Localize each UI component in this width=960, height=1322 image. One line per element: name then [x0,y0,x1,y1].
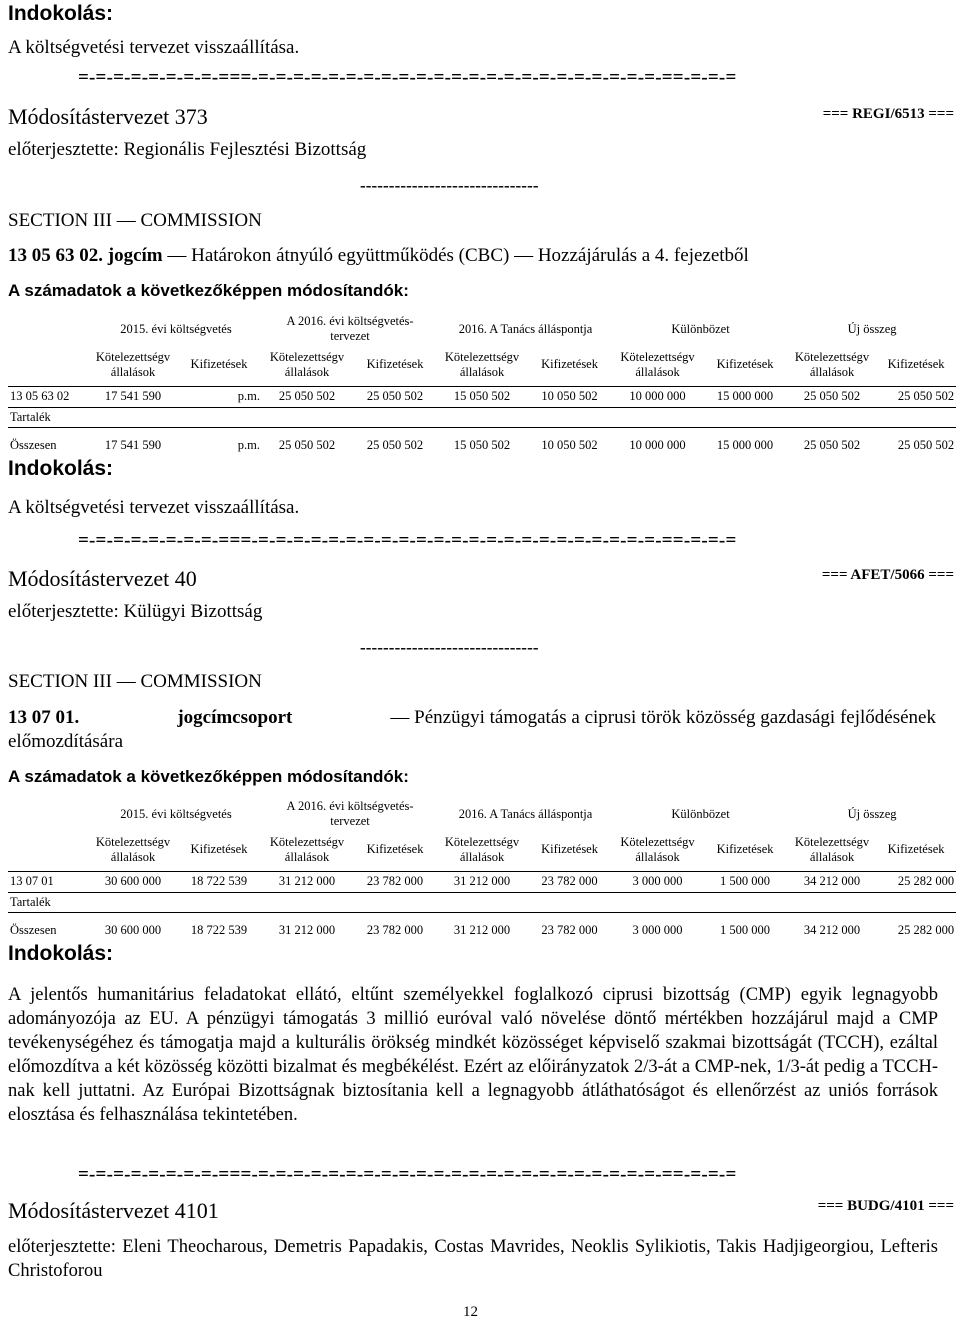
budget-line-type: jogcím [107,245,163,266]
amendment-title: Módosítástervezet 40 [8,566,197,591]
header-group-council: 2016. A Tanács álláspontja [458,321,593,336]
table-cell: 25 050 502 [876,386,956,407]
header-group-draft: A 2016. évi költségvetés- tervezet [286,314,414,343]
budget-line-heading [8,707,936,729]
table-cell: p.m. [176,427,262,453]
justification-heading: Indokolás: [8,942,114,965]
header-payments: Kifizetések [702,829,788,871]
submitter-line [8,1235,938,1283]
header-commitments: Kötelezettségv állalások [262,344,352,386]
table-cell: 15 050 502 [438,386,526,407]
table-row [8,892,956,912]
budget-line-title: — Pénzügyi támogatás a ciprusi török közösség gazdasági fejlődésének [390,707,936,728]
table-cell: 31 212 000 [262,912,352,938]
page-number: 12 [463,1304,478,1320]
header-group-new-amount: Új összeg [847,321,897,336]
table-cell: 25 282 000 [876,871,956,892]
table-cell: 25 282 000 [876,912,956,938]
table-cell: 10 000 000 [613,386,702,407]
section-title: SECTION III — COMMISSION [8,671,262,692]
table-cell: 30 600 000 [90,871,176,892]
table-cell: 31 212 000 [438,912,526,938]
header-payments: Kifizetések [176,344,262,386]
header-payments: Kifizetések [876,344,956,386]
table-cell: 25 050 502 [262,386,352,407]
header-commitments: Kötelezettségv állalások [613,344,702,386]
amendment-title: Módosítástervezet 4101 [8,1198,219,1223]
header-payments: Kifizetések [176,829,262,871]
header-payments: Kifizetések [352,829,438,871]
header-group-difference: Különbözet [671,806,730,821]
budget-line-title-cont: előmozdítására [8,731,124,752]
table-row [8,386,956,407]
header-commitments: Kötelezettségv állalások [438,344,526,386]
budget-line-code: 13 05 63 02. [8,245,103,266]
table-cell: 25 050 502 [876,427,956,453]
table-cell: 25 050 502 [262,427,352,453]
table-cell: 10 000 000 [613,427,702,453]
submitter-label: előterjesztette: [8,1237,116,1257]
header-commitments: Kötelezettségv állalások [90,344,176,386]
header-commitments: Kötelezettségv állalások [788,344,876,386]
row-label: Tartalék [10,409,51,424]
row-label: Összesen [8,912,90,938]
budget-table [8,799,956,938]
submitter-name: Regionális Fejlesztési Bizottság [123,139,367,160]
header-payments: Kifizetések [352,344,438,386]
table-cell: 17 541 590 [90,386,176,407]
table-cell: 34 212 000 [788,912,876,938]
table-cell: 1 500 000 [702,912,788,938]
table-cell: 23 782 000 [352,912,438,938]
header-payments: Kifizetések [526,344,613,386]
table-cell: 23 782 000 [526,871,613,892]
header-group-draft: A 2016. évi költségvetés- tervezet [286,799,414,828]
table-cell: 23 782 000 [526,912,613,938]
header-payments: Kifizetések [702,344,788,386]
budget-line-title: — Határokon átnyúló együttműködés (CBC) — Hozzájárulás a 4. fejezetből [167,245,749,266]
row-label: 13 05 63 02 [8,386,90,407]
justification-heading: Indokolás: [8,2,114,25]
table-cell: 25 050 502 [788,386,876,407]
header-group-2015: 2015. évi költségvetés [120,806,232,821]
table-cell: 1 500 000 [702,871,788,892]
section-title: SECTION III — COMMISSION [8,210,262,231]
table-row [8,407,956,427]
table-row [8,871,956,892]
table-cell: 34 212 000 [788,871,876,892]
justification-heading: Indokolás: [8,457,114,480]
table-cell: 15 000 000 [702,386,788,407]
amendment-reference: === REGI/6513 === [822,106,954,122]
header-commitments: Kötelezettségv állalások [788,829,876,871]
header-commitments: Kötelezettségv állalások [262,829,352,871]
row-label: Tartalék [10,894,51,909]
table-cell: 25 050 502 [788,427,876,453]
justification-text: A költségvetési tervezet visszaállítása. [8,37,300,58]
header-group-difference: Különbözet [671,321,730,336]
dash-line: ------------------------------- [360,638,539,657]
separator-line: =-=-=-=-=-=-=-=-===-=-=-=-=-=-=-=-=-=-=-=-=-=-=-=-=-=-=-=-=-=-=-=-==-=-=-= [78,1164,737,1185]
table-cell: p.m. [176,386,262,407]
separator-line: =-=-=-=-=-=-=-=-===-=-=-=-=-=-=-=-=-=-=-=-=-=-=-=-=-=-=-=-=-=-=-=-==-=-=-= [78,67,737,88]
header-group-council: 2016. A Tanács álláspontja [458,806,593,821]
header-commitments: Kötelezettségv állalások [90,829,176,871]
amendment-reference: === AFET/5066 === [821,567,954,583]
table-cell: 10 050 502 [526,427,613,453]
table-cell: 25 050 502 [352,386,438,407]
table-cell: 15 000 000 [702,427,788,453]
header-commitments: Kötelezettségv állalások [613,829,702,871]
submitter-label: előterjesztette: [8,139,119,160]
amendment-title: Módosítástervezet 373 [8,104,208,129]
table-cell: 3 000 000 [613,912,702,938]
table-cell: 25 050 502 [352,427,438,453]
table-cell: 15 050 502 [438,427,526,453]
submitter-line [8,139,366,161]
table-cell: 17 541 590 [90,427,176,453]
dash-line: ------------------------------- [360,176,539,195]
submitter-label: előterjesztette: [8,601,119,622]
row-label: 13 07 01 [8,871,90,892]
table-cell: 3 000 000 [613,871,702,892]
submitter-name: Külügyi Bizottság [123,601,263,622]
header-group-2015: 2015. évi költségvetés [120,321,232,336]
table-row [8,912,956,938]
justification-text: A költségvetési tervezet visszaállítása. [8,497,300,518]
budget-line-type: jogcímcsoport [177,707,293,728]
justification-text: A jelentős humanitárius feladatokat ellátó, eltűnt személyekkel foglalkozó ciprusi bizottság (CMP) egyik legnagyobb adományozója az EU. A pénzügyi támogatás 3 millió euróval való növelése döntő mértékben hozzájárul majd a CMP tevékenységéhez és támogatja majd a kulturális örökség mindkét közösséget képviselő szakmai bizottságát (TCCH), ezáltal előmozdítva a két közösség közötti bizalmat és megbékélést. Ezért az előirányzatok 2/3-át a CMP-nek, 1/3-át pedig a TCCH-nak kell juttatni. Az Európai Bizottságnak biztosítania kell a legnagyobb átláthatóságot és ellenőrzést az uniós források elosztása és felhasználása tekintetében. [8,985,938,1125]
budget-line-code: 13 07 01. [8,707,80,728]
header-commitments: Kötelezettségv állalások [438,829,526,871]
header-payments: Kifizetések [876,829,956,871]
table-cell: 31 212 000 [438,871,526,892]
accounts-heading: A számadatok a következőképpen módosítandók: [8,281,409,300]
budget-table [8,314,956,453]
separator-line: =-=-=-=-=-=-=-=-===-=-=-=-=-=-=-=-=-=-=-=-=-=-=-=-=-=-=-=-=-=-=-=-==-=-=-= [78,530,737,551]
submitter-name: Eleni Theocharous, Demetris Papadakis, Costas Mavrides, Neoklis Sylikiotis, Takis Hadjigeorgiou, Lefteris Christoforou [8,1237,938,1281]
table-row [8,427,956,453]
table-cell: 10 050 502 [526,386,613,407]
table-cell: 30 600 000 [90,912,176,938]
header-payments: Kifizetések [526,829,613,871]
amendment-reference: === BUDG/4101 === [817,1198,954,1214]
header-group-new-amount: Új összeg [847,806,897,821]
budget-line-heading [8,245,749,267]
table-cell: 18 722 539 [176,912,262,938]
table-cell: 23 782 000 [352,871,438,892]
accounts-heading: A számadatok a következőképpen módosítandók: [8,767,409,786]
row-label: Összesen [8,427,90,453]
submitter-line [8,601,262,623]
table-cell: 31 212 000 [262,871,352,892]
table-cell: 18 722 539 [176,871,262,892]
